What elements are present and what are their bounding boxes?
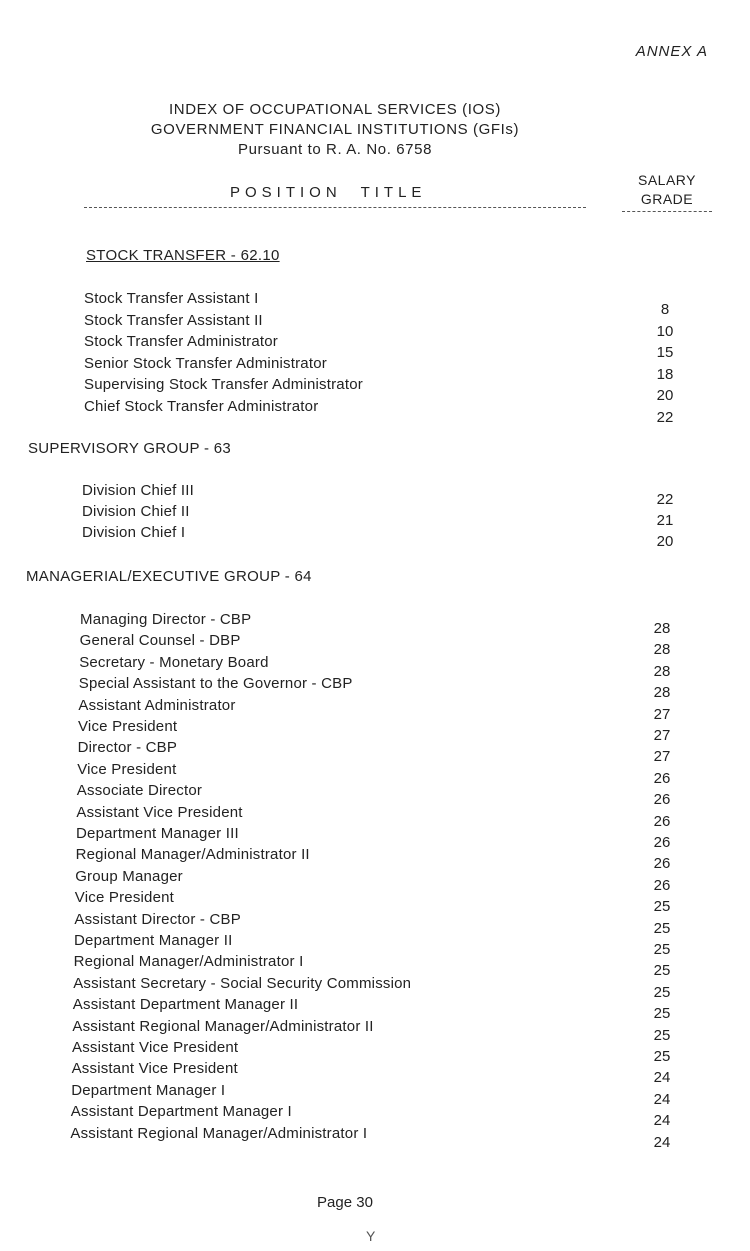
position-title: Division Chief I bbox=[82, 524, 186, 542]
position-title: Assistant Vice President bbox=[72, 1039, 239, 1056]
position-title: Associate Director bbox=[76, 782, 203, 800]
position-title: Assistant Secretary - Social Security Commission bbox=[73, 974, 412, 992]
salary-grade: 27 bbox=[653, 727, 671, 744]
position-title: Assistant Department Manager I bbox=[70, 1103, 292, 1121]
salary-grade: 25 bbox=[653, 1048, 671, 1065]
salary-grade: 22 bbox=[656, 409, 674, 426]
position-header-rule bbox=[84, 207, 586, 208]
salary-grade: 25 bbox=[653, 983, 671, 1001]
position-title: Assistant Department Manager II bbox=[72, 996, 299, 1014]
footer-mark: Y bbox=[366, 1228, 376, 1244]
salary-grade: 24 bbox=[653, 1133, 671, 1151]
position-title: Vice President bbox=[78, 718, 178, 735]
position-title: Senior Stock Transfer Administrator bbox=[84, 354, 327, 372]
salary-grade: 25 bbox=[653, 1005, 671, 1023]
position-title: Group Manager bbox=[75, 867, 183, 885]
position-title: Managing Director - CBP bbox=[80, 611, 252, 628]
position-title: General Counsel - DBP bbox=[79, 632, 241, 650]
salary-grade-header bbox=[622, 171, 712, 209]
position-title: Assistant Vice President bbox=[76, 803, 243, 821]
annex-label: ANNEX A bbox=[635, 43, 708, 60]
position-title: Division Chief III bbox=[82, 482, 194, 499]
salary-grade: 8 bbox=[660, 301, 670, 318]
salary-grade: 25 bbox=[653, 898, 671, 916]
position-title: Assistant Administrator bbox=[78, 696, 236, 714]
position-title: Assistant Vice President bbox=[71, 1060, 238, 1078]
salary-grade: 26 bbox=[653, 791, 671, 809]
position-title: Director - CBP bbox=[77, 739, 178, 757]
header-line-1: INDEX OF OCCUPATIONAL SERVICES (IOS) bbox=[169, 101, 501, 118]
header-line-3: Pursuant to R. A. No. 6758 bbox=[237, 141, 433, 158]
page-number: Page 30 bbox=[317, 1194, 373, 1211]
position-title: Secretary - Monetary Board bbox=[79, 653, 269, 671]
position-title: Stock Transfer Assistant I bbox=[84, 290, 259, 307]
position-title: Assistant Director - CBP bbox=[74, 910, 241, 928]
salary-grade: 28 bbox=[653, 641, 671, 659]
salary-grade: 22 bbox=[656, 491, 674, 508]
group-title: STOCK TRANSFER - 62.10 bbox=[86, 247, 280, 264]
position-title: Department Manager I bbox=[71, 1081, 226, 1099]
position-title: Stock Transfer Administrator bbox=[84, 333, 279, 351]
position-title: Division Chief II bbox=[82, 503, 190, 521]
salary-grade: 26 bbox=[653, 855, 671, 873]
salary-grade: 28 bbox=[653, 684, 671, 702]
salary-grade: 28 bbox=[653, 620, 671, 637]
salary-grade: 25 bbox=[653, 919, 671, 937]
salary-grade: 25 bbox=[653, 1026, 671, 1044]
position-title: Regional Manager/Administrator II bbox=[75, 846, 310, 864]
salary-grade: 25 bbox=[653, 941, 671, 958]
position-title: Assistant Regional Manager/Administrator I bbox=[70, 1124, 368, 1142]
salary-grade: 20 bbox=[656, 533, 674, 551]
position-title: Chief Stock Transfer Administrator bbox=[84, 398, 319, 415]
document-header bbox=[110, 100, 560, 160]
salary-header-rule bbox=[622, 211, 712, 212]
salary-grade: 28 bbox=[653, 662, 671, 680]
salary-header-line-2: GRADE bbox=[640, 191, 694, 207]
salary-grade: 27 bbox=[653, 705, 671, 723]
position-title-header: POSITION TITLE bbox=[230, 184, 427, 201]
position-title: Department Manager II bbox=[74, 932, 233, 949]
salary-grade: 18 bbox=[656, 365, 674, 383]
salary-grade: 26 bbox=[653, 876, 671, 894]
position-title: Vice President bbox=[77, 760, 177, 778]
position-title: Regional Manager/Administrator I bbox=[73, 953, 304, 971]
salary-grade: 10 bbox=[656, 322, 674, 340]
header-line-2: GOVERNMENT FINANCIAL INSTITUTIONS (GFIs) bbox=[150, 121, 520, 138]
salary-grade: 21 bbox=[656, 512, 674, 530]
salary-grade: 15 bbox=[656, 344, 674, 362]
position-title: Vice President bbox=[74, 889, 175, 907]
salary-header-line-1: SALARY bbox=[638, 172, 696, 188]
position-title: Assistant Regional Manager/Administrator II bbox=[72, 1017, 374, 1035]
salary-grade: 27 bbox=[653, 748, 671, 766]
salary-grade: 24 bbox=[653, 1090, 671, 1108]
position-title: Stock Transfer Assistant II bbox=[84, 311, 263, 329]
salary-grade: 24 bbox=[653, 1112, 671, 1130]
salary-grade: 26 bbox=[653, 812, 671, 830]
group-title: MANAGERIAL/EXECUTIVE GROUP - 64 bbox=[26, 568, 312, 585]
salary-grade: 25 bbox=[653, 962, 671, 980]
salary-grade: 24 bbox=[653, 1069, 671, 1087]
salary-grade: 26 bbox=[653, 834, 671, 851]
salary-grade: 20 bbox=[656, 387, 674, 405]
salary-grade: 26 bbox=[653, 769, 671, 787]
position-title: Department Manager III bbox=[76, 825, 239, 842]
position-title: Supervising Stock Transfer Administrator bbox=[84, 376, 363, 394]
group-title: SUPERVISORY GROUP - 63 bbox=[28, 440, 232, 457]
position-title: Special Assistant to the Governor - CBP bbox=[78, 675, 353, 693]
